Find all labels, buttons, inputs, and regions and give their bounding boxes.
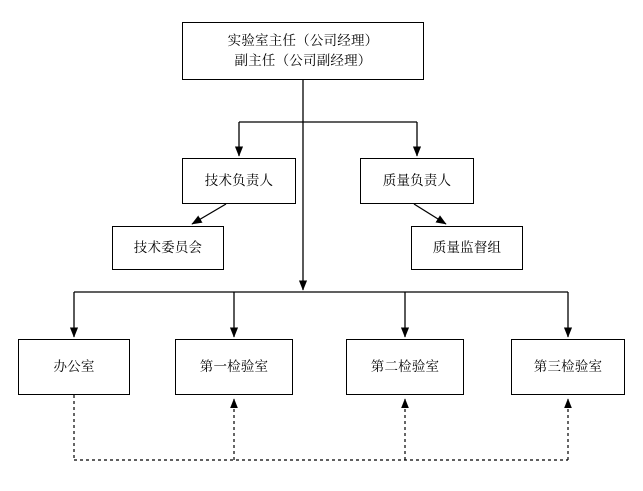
node-office-label: 办公室 bbox=[53, 359, 95, 375]
node-lab-two-label: 第二检验室 bbox=[370, 359, 440, 375]
node-lab-one bbox=[175, 339, 293, 395]
node-technical-lead bbox=[182, 158, 296, 204]
node-technical-committee-label: 技术委员会 bbox=[133, 240, 203, 256]
connector-techlead-to-committee bbox=[192, 204, 226, 224]
node-quality-lead bbox=[360, 158, 474, 204]
connector-feedback-dashed bbox=[74, 395, 568, 460]
node-director-label-line1: 实验室主任（公司经理） bbox=[227, 33, 379, 49]
connector-department-bus bbox=[74, 292, 568, 337]
connector-qualitylead-to-supervision bbox=[414, 204, 446, 224]
node-lab-one-label: 第一检验室 bbox=[199, 359, 269, 375]
node-director bbox=[182, 22, 424, 80]
node-lab-three bbox=[511, 339, 625, 395]
node-lab-three-label: 第三检验室 bbox=[533, 359, 603, 375]
node-office bbox=[18, 339, 130, 395]
node-quality-lead-label: 质量负责人 bbox=[382, 173, 452, 189]
node-lab-two bbox=[346, 339, 464, 395]
node-quality-supervision-group bbox=[411, 226, 523, 270]
node-quality-supervision-group-label: 质量监督组 bbox=[432, 240, 502, 256]
node-technical-committee bbox=[112, 226, 224, 270]
node-director-label-line2: 副主任（公司副经理） bbox=[234, 53, 372, 68]
node-technical-lead-label: 技术负责人 bbox=[204, 173, 274, 189]
